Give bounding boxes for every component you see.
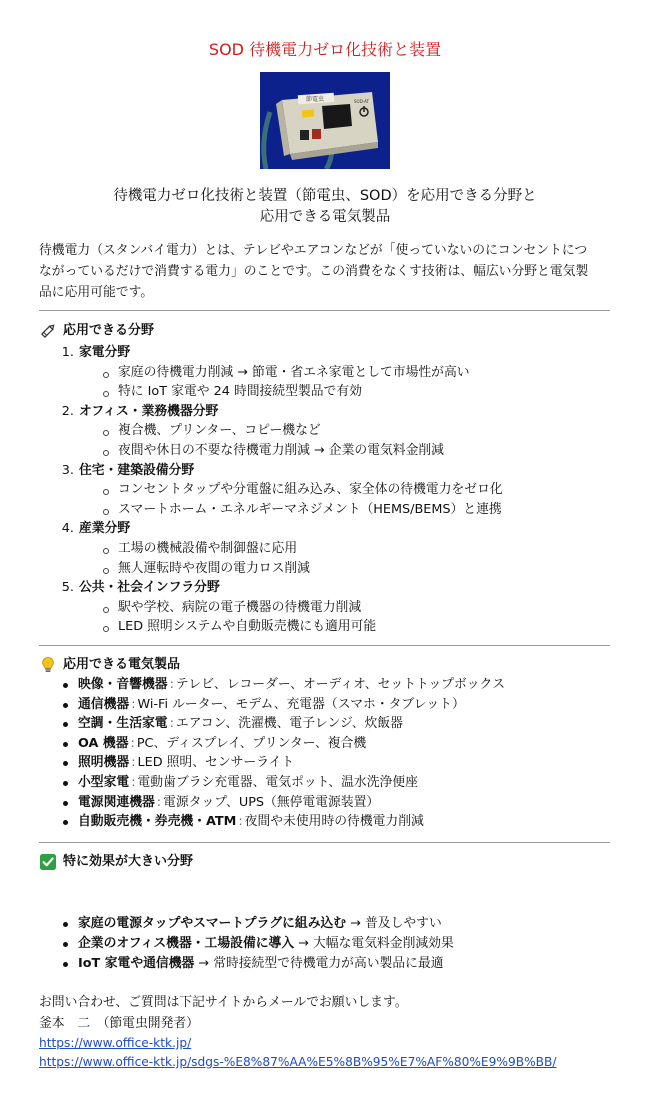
field-item <box>0 402 650 422</box>
divider <box>39 645 610 646</box>
product-line <box>78 773 418 793</box>
field-sub-text: 駅や学校、病院の電子機器の待機電力削減 <box>118 599 362 615</box>
page-title: SOD 待機電力ゼロ化技術と装置 <box>208 40 442 59</box>
divider <box>39 310 610 311</box>
bullet-icon <box>63 801 68 806</box>
product-name: 自動販売機・券売機・ATM <box>78 814 237 830</box>
field-number: 3. <box>61 462 74 478</box>
device-side-label: SOD-AT <box>354 99 369 104</box>
field-number: 1. <box>61 345 74 360</box>
separator: : <box>156 794 162 810</box>
effective-section-heading <box>39 852 193 872</box>
effective-desc: → 普及しやすい <box>350 916 442 931</box>
page-subtitle <box>40 186 610 228</box>
product-line <box>78 714 403 734</box>
product-name: 空調・生活家電 <box>78 716 168 732</box>
product-desc: 夜間や未使用時の待機電力削減 <box>244 814 424 830</box>
field-sub-item <box>0 539 650 559</box>
bullet-icon <box>63 820 68 825</box>
field-item <box>0 343 650 363</box>
separator: : <box>238 814 243 830</box>
effective-heading-text: 特に効果が大きい分野 <box>63 854 194 869</box>
intro-line-3: 品に応用可能です。 <box>39 285 154 300</box>
effective-line <box>78 914 442 934</box>
field-number: 2. <box>61 403 74 419</box>
product-desc: Wi-Fi ルーター、モデム、充電器（スマホ・タブレット） <box>137 696 465 712</box>
bullet-icon <box>63 703 68 708</box>
hollow-bullet-icon <box>103 626 109 632</box>
product-desc: PC、ディスプレイ、プリンター、複合機 <box>136 735 367 751</box>
bullet-icon <box>63 922 68 927</box>
field-sub-text: スマートホーム・エネルギーマネジメント（HEMS/BEMS）と連携 <box>118 501 502 517</box>
divider <box>39 842 610 843</box>
field-sub-text: 工場の機械設備や制御盤に応用 <box>118 541 298 556</box>
effective-item <box>0 934 650 954</box>
product-line <box>78 734 366 754</box>
product-item <box>0 675 650 695</box>
field-sub-text: 複合機、プリンター、コピー機など <box>118 423 321 439</box>
bullet-icon <box>63 722 68 727</box>
field-number: 4. <box>61 521 74 537</box>
product-item <box>0 773 650 793</box>
product-item <box>0 753 650 773</box>
separator: : <box>169 677 174 692</box>
product-line <box>78 812 424 832</box>
hollow-bullet-icon <box>103 489 109 495</box>
field-sub-item <box>0 421 650 441</box>
fields-heading-text: 応用できる分野 <box>63 323 155 338</box>
hollow-bullet-icon <box>103 391 109 397</box>
hollow-bullet-icon <box>103 430 109 436</box>
field-sub-item <box>0 559 650 579</box>
product-desc: エアコン、洗濯機、電子レンジ、炊飯器 <box>175 716 403 732</box>
field-sub-text: LED 照明システムや自動販売機にも適用可能 <box>118 619 377 635</box>
effective-item <box>0 914 650 934</box>
field-name: 家電分野 <box>79 345 131 360</box>
product-name: 電源関連機器 <box>78 794 155 810</box>
product-item <box>0 734 650 754</box>
product-name: 通信機器 <box>78 696 130 712</box>
field-sub-item <box>0 382 650 402</box>
field-sub-item <box>0 363 650 383</box>
effective-name: 企業のオフィス機器・工場設備に導入 <box>78 936 295 951</box>
effective-desc: → 大幅な電気料金削減効果 <box>298 936 454 951</box>
contact-text: お問い合わせ、ご質問は下記サイトからメールでお願いします。 <box>39 995 408 1010</box>
product-name: 映像・音響機器 <box>78 677 168 692</box>
product-line <box>78 695 465 715</box>
field-item <box>0 461 650 481</box>
hollow-bullet-icon <box>103 509 109 515</box>
bullet-icon <box>63 683 68 688</box>
field-sub-text: 無人運転時や夜間の電力ロス削減 <box>118 560 310 576</box>
field-item <box>0 519 650 539</box>
product-name: OA 機器 <box>78 735 129 751</box>
product-desc: 電動歯ブラシ充電器、電気ポット、温水洗浄便座 <box>137 775 418 790</box>
product-desc: テレビ、レコーダー、オーディオ、セットトップボックス <box>175 677 506 692</box>
field-name: オフィス・業務機器分野 <box>79 403 219 419</box>
field-sub-text: 夜間や休日の不要な待機電力削減 → 企業の電気料金削減 <box>118 443 444 458</box>
subtitle-line-1: 待機電力ゼロ化技術と装置（節電虫、SOD）を応用できる分野と <box>113 188 537 204</box>
bullet-icon <box>63 761 68 766</box>
product-line <box>78 753 294 773</box>
intro-paragraph <box>39 240 611 303</box>
field-item <box>0 578 650 598</box>
pencil-icon <box>39 322 57 340</box>
separator: : <box>131 696 136 712</box>
field-sub-text: 特に IoT 家電や 24 時間接続型製品で有効 <box>118 384 362 400</box>
field-name: 住宅・建築設備分野 <box>79 462 195 478</box>
separator: : <box>131 755 136 771</box>
product-desc: 電源タップ、UPS（無停電電源装置） <box>163 794 380 810</box>
sdgs-page-link[interactable]: https://www.office-ktk.jp/sdgs-%E8%87%AA%E5%8B%95%E7%AF%80%E9%9B%BB/ <box>39 1055 557 1069</box>
hollow-bullet-icon <box>103 568 109 574</box>
effective-line <box>78 934 454 954</box>
bullet-icon <box>63 962 68 967</box>
light-bulb-icon <box>39 656 57 674</box>
field-number: 5. <box>61 580 74 596</box>
product-line <box>78 675 505 695</box>
device-top-label: 節電虫 <box>306 96 325 103</box>
hollow-bullet-icon <box>103 372 109 378</box>
product-desc: LED 照明、センサーライト <box>137 755 295 771</box>
product-item <box>0 812 650 832</box>
hollow-bullet-icon <box>103 450 109 456</box>
bullet-icon <box>63 742 68 747</box>
product-item <box>0 714 650 734</box>
product-item <box>0 695 650 715</box>
check-mark-icon <box>39 853 57 871</box>
device-photo <box>260 72 390 169</box>
field-sub-item <box>0 480 650 500</box>
effective-name: 家庭の電源タップやスマートプラグに組み込む <box>78 916 347 931</box>
field-sub-text: コンセントタップや分電盤に組み込み、家全体の待機電力をゼロ化 <box>118 482 503 498</box>
hollow-bullet-icon <box>103 607 109 613</box>
hollow-bullet-icon <box>103 548 109 554</box>
separator: : <box>169 716 174 732</box>
field-name: 産業分野 <box>79 521 131 537</box>
intro-line-2: ながっているだけで消費する電力」のことです。この消費をなくす技術は、幅広い分野と電気製 <box>39 264 589 279</box>
effective-item <box>0 954 650 974</box>
products-section-heading <box>39 655 180 675</box>
field-sub-item <box>0 500 650 520</box>
field-sub-text: 家庭の待機電力削減 → 節電・省エネ家電として市場性が高い <box>118 364 470 380</box>
bullet-icon <box>63 781 68 786</box>
product-item <box>0 793 650 813</box>
field-sub-item <box>0 598 650 618</box>
effective-name: IoT 家電や通信機器 <box>78 956 195 971</box>
product-name: 照明機器 <box>78 755 130 771</box>
fields-section-heading <box>39 321 154 341</box>
author-text: 釜本 二 （節電虫開発者） <box>39 1016 199 1031</box>
separator: : <box>130 735 135 751</box>
field-name: 公共・社会インフラ分野 <box>79 580 220 596</box>
product-name: 小型家電 <box>78 775 130 790</box>
bullet-icon <box>63 942 68 947</box>
field-sub-item <box>0 441 650 461</box>
intro-line-1: 待機電力（スタンバイ電力）とは、テレビやエアコンなどが「使っていないのにコンセントにつ <box>39 243 588 258</box>
field-sub-item <box>0 617 650 637</box>
products-heading-text: 応用できる電気製品 <box>63 657 181 672</box>
subtitle-line-2: 応用できる電気製品 <box>259 209 391 225</box>
effective-line <box>78 954 444 974</box>
website-link[interactable]: https://www.office-ktk.jp/ <box>39 1036 192 1050</box>
separator: : <box>131 775 136 790</box>
product-line <box>78 793 379 813</box>
effective-desc: → 常時接続型で待機電力が高い製品に最適 <box>198 956 444 971</box>
